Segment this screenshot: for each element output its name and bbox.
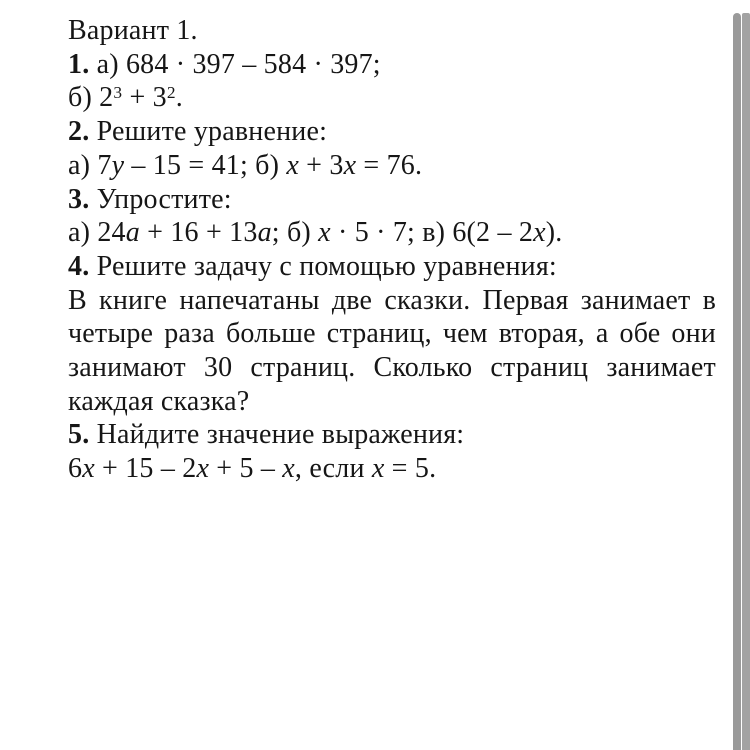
text-segment: . — [175, 82, 183, 114]
worksheet-line-11 — [68, 385, 716, 419]
text-segment: б) 2 — [68, 82, 114, 114]
text-segment: четыре раза больше страниц, чем вторая, а обе они — [68, 318, 716, 350]
text-segment: Упростите: — [89, 183, 232, 215]
text-segment: 3. — [68, 183, 90, 215]
text-segment: x — [343, 149, 357, 181]
worksheet-line-9 — [68, 317, 716, 351]
scrollbar-track[interactable] — [742, 13, 750, 750]
worksheet-line-5 — [68, 183, 716, 217]
text-segment: Решите уравнение: — [89, 116, 328, 148]
text-segment: а) 24 — [68, 217, 126, 249]
text-segment: а) 684 · 397 – 584 · 397; — [89, 48, 381, 80]
text-segment: a — [125, 217, 140, 249]
text-segment: 2. — [68, 116, 90, 148]
text-segment: x — [533, 217, 546, 249]
text-segment: · 5 · 7; в) 6(2 – 2 — [330, 217, 534, 249]
worksheet-content — [68, 14, 716, 486]
exponent: 3 — [113, 83, 123, 103]
worksheet-line-10 — [68, 351, 716, 385]
text-segment: x — [282, 453, 295, 485]
text-segment: каждая сказка? — [68, 385, 250, 417]
text-segment: x — [371, 453, 385, 485]
text-segment: 4. — [68, 250, 90, 282]
scrollbar — [733, 13, 750, 750]
text-segment: = 5. — [384, 453, 437, 485]
text-segment: ; б) — [271, 217, 319, 249]
worksheet-title: Вариант 1. — [68, 15, 198, 46]
text-segment: x — [82, 453, 95, 485]
worksheet-line-1 — [68, 48, 716, 82]
text-segment: x — [318, 217, 331, 249]
text-segment: 5. — [68, 419, 90, 451]
worksheet-line-7 — [68, 250, 716, 284]
text-segment: + 16 + 13 — [139, 217, 258, 249]
worksheet-line-6 — [68, 216, 716, 250]
exponent: 2 — [166, 83, 176, 103]
text-segment: Решите задачу с помощью уравнения: — [89, 250, 557, 282]
text-segment: + 5 – — [209, 453, 283, 485]
text-segment: + 3 — [298, 149, 344, 181]
worksheet-line-13 — [68, 452, 716, 486]
text-segment: занимают 30 страниц. Сколько страниц занимает — [68, 352, 716, 384]
text-segment: – 15 = 41; б) — [124, 149, 287, 181]
scrollbar-thumb[interactable] — [733, 13, 741, 750]
worksheet-line-8 — [68, 284, 716, 318]
worksheet-line-12 — [68, 418, 716, 452]
worksheet-line-3 — [68, 115, 716, 149]
text-segment: a — [257, 217, 272, 249]
text-segment: + 15 – 2 — [94, 453, 197, 485]
text-segment: а) 7 — [68, 149, 112, 181]
text-segment: = 76. — [356, 149, 423, 181]
text-segment: , если — [294, 453, 372, 485]
text-segment: + 3 — [122, 82, 167, 114]
text-segment: 1. — [68, 48, 90, 80]
text-segment: x — [196, 453, 210, 485]
text-segment: ). — [545, 217, 563, 249]
text-segment: x — [286, 149, 299, 181]
text-segment: y — [111, 149, 125, 181]
text-segment: 6 — [68, 453, 83, 485]
text-segment: В книге напечатаны две сказки. Первая занимает в — [68, 284, 716, 316]
worksheet-line-4 — [68, 149, 716, 183]
text-segment: Найдите значение выражения: — [89, 419, 465, 451]
worksheet-line-2 — [68, 81, 716, 115]
